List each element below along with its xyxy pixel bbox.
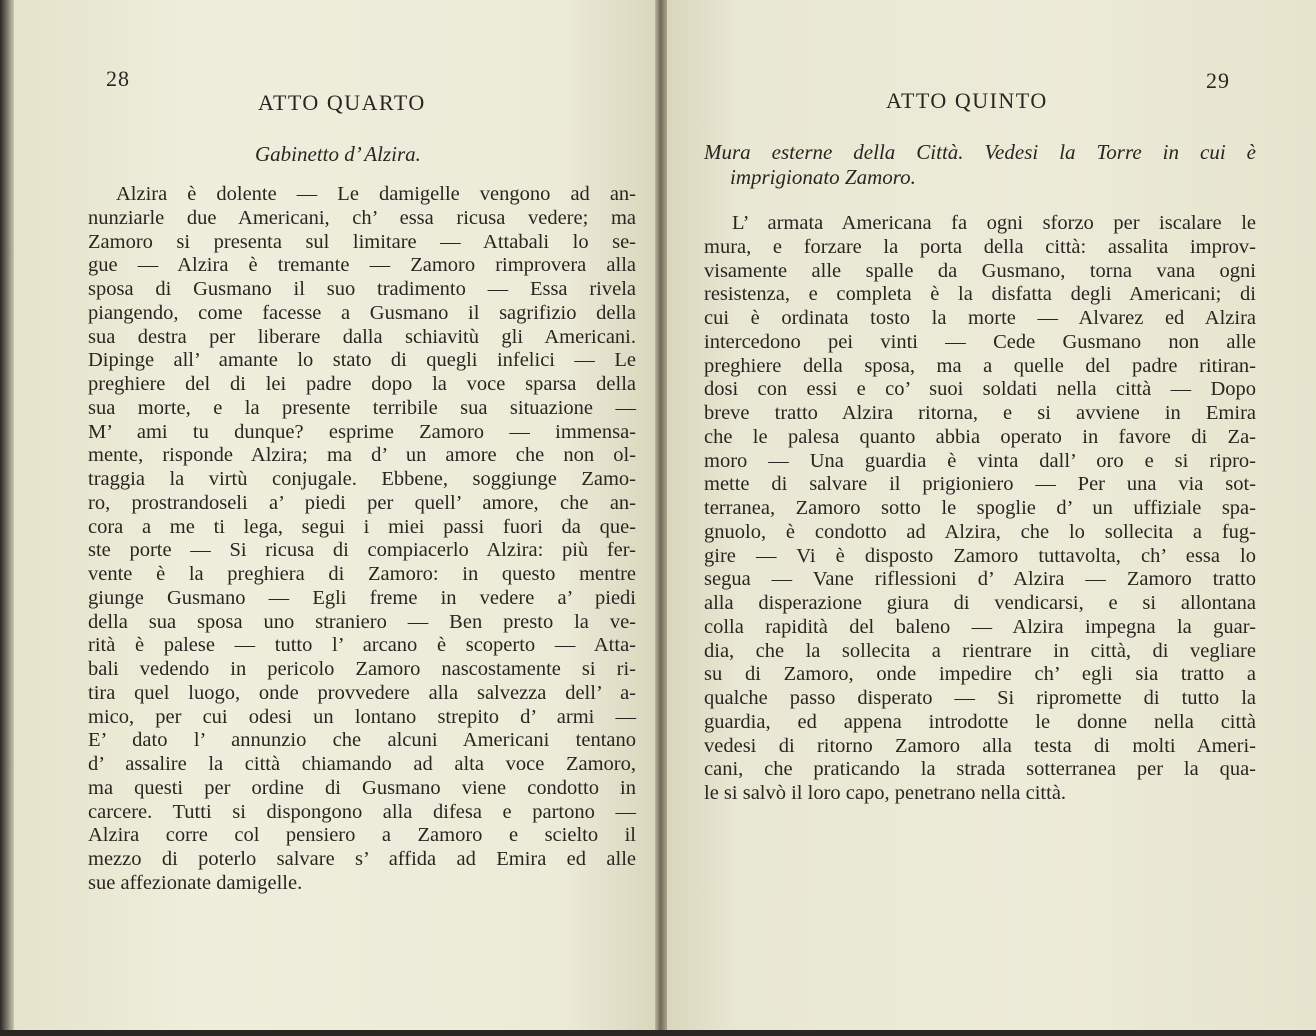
text-line: vedesi di ritorno Zamoro alla testa di molti Ameri- <box>704 734 1256 757</box>
text-line: moro — Una guardia è vinta dall’ oro e si ripro- <box>704 449 1256 472</box>
text-line: dia, che la sollecita a rientrare in città, di vegliare <box>704 639 1256 662</box>
subheading-line: imprigionato Zamoro. <box>730 165 916 189</box>
text-line: piangendo, come facesse a Gusmano il sagrifizio della <box>88 301 636 324</box>
text-line: guardia, ed appena introdotte le donne nella città <box>704 710 1256 733</box>
text-line: ro, prostrandoseli a’ piedi per quell’ amore, che an- <box>88 491 636 514</box>
text-line: su di Zamoro, onde impedire ch’ egli sia tratto a <box>704 663 1256 686</box>
text-line: ma questi per ordine di Gusmano viene condotto in <box>88 776 636 799</box>
text-line: gue — Alzira è tremante — Zamoro rimprovera alla <box>88 254 636 277</box>
text-line: giunge Gusmano — Egli freme in vedere a’ piedi <box>88 586 636 609</box>
page-edge <box>0 1030 1316 1036</box>
text-line: sposa di Gusmano il suo tradimento — Essa rivela <box>88 278 636 300</box>
subheading-line: Mura esterne della Città. Vedesi la Torre in cui è <box>704 140 1256 164</box>
page-edge <box>0 0 14 1036</box>
scene-subheading <box>704 140 1256 190</box>
text-line: rità è palese — tutto l’ arcano è scoperto — Atta- <box>88 634 636 657</box>
text-line: Alzira corre col pensiero a Zamoro e scielto il <box>88 824 636 847</box>
text-line: dosi con essi e co’ suoi soldati nella città — Dopo <box>704 378 1256 401</box>
synopsis-text <box>704 212 1256 806</box>
text-line: preghiere della sposa, ma a quelle del padre ritiran- <box>704 354 1256 377</box>
text-line: ste porte — Si ricusa di compiacerlo Alzira: più fer- <box>88 539 636 562</box>
act-heading: ATTO QUINTO <box>886 88 1048 113</box>
text-line: nunziarle due Americani, ch’ essa ricusa vedere; ma <box>88 206 636 229</box>
text-line: che le palesa quanto abbia operato in favore di Za- <box>704 425 1256 448</box>
text-line: sue affezionate damigelle. <box>88 871 303 894</box>
text-line: gire — Vi è disposto Zamoro tuttavolta, ch’ essa lo <box>704 544 1256 567</box>
text-line: mette di salvare il prigioniero — Per una via sot- <box>704 473 1256 496</box>
text-line: terranea, Zamoro sotto le spoglie d’ un uffiziale spa- <box>704 497 1256 519</box>
text-line: Alzira è dolente — Le damigelle vengono ad an- <box>116 183 636 205</box>
act-heading: ATTO QUARTO <box>258 90 426 115</box>
text-line: preghiere del di lei padre dopo la voce sparsa della <box>88 373 636 395</box>
text-line: mente, risponde Alzira; ma d’ un amore che non ol- <box>88 444 636 467</box>
text-line: Zamoro si presenta sul limitare — Attabali lo se- <box>88 230 636 253</box>
scene-subheading: Gabinetto d’ Alzira. <box>255 142 421 166</box>
text-line: vente è la preghiera di Zamoro: in questo mentre <box>88 563 636 585</box>
text-line: d’ assalire la città chiamando ad alta voce Zamoro, <box>88 753 636 775</box>
text-line: mura, e forzare la porta della città: assalita improv- <box>704 235 1256 258</box>
right-page <box>662 0 1316 1036</box>
text-line: E’ dato l’ annunzio che alcuni Americani tentano <box>88 729 636 752</box>
text-line: qualche passo disperato — Si ripromette di tutto la <box>704 687 1256 709</box>
text-line: visamente alle spalle da Gusmano, torna vana ogni <box>704 259 1256 282</box>
text-line: della sua sposa uno straniero — Ben presto la ve- <box>88 610 636 633</box>
text-line: resistenza, e completa è la disfatta degli Americani; di <box>704 283 1256 306</box>
text-line: traggia la virtù conjugale. Ebbene, soggiunge Zamo- <box>88 468 636 490</box>
text-line: intercedono pei vinti — Cede Gusmano non alle <box>704 330 1256 353</box>
text-line: colla rapidità del baleno — Alzira impegna la guar- <box>704 615 1256 638</box>
text-line: le si salvò il loro capo, penetrano nella città. <box>704 782 1067 804</box>
text-line: carcere. Tutti si dispongono alla difesa e partono — <box>88 800 636 823</box>
text-line: L’ armata Americana fa ogni sforzo per iscalare le <box>732 212 1256 234</box>
page-number: 29 <box>1206 68 1230 93</box>
text-line: sua morte, e la presente terribile sua situazione — <box>88 396 636 419</box>
text-line: gnuolo, è condotto ad Alzira, che lo sollecita a fug- <box>704 520 1256 543</box>
text-line: M’ ami tu dunque? esprime Zamoro — immensa- <box>88 420 636 443</box>
text-line: mico, per cui odesi un lontano strepito d’ armi — <box>88 705 636 728</box>
text-line: cani, che praticando la strada sotterranea per la qua- <box>704 758 1256 781</box>
text-line: breve tratto Alzira ritorna, e si avviene in Emira <box>704 402 1256 424</box>
text-line: cui è ordinata tosto la morte — Alvarez ed Alzira <box>704 307 1256 329</box>
text-line: bali vedendo in pericolo Zamoro nascostamente si ri- <box>88 658 636 680</box>
text-line: cora a me ti lega, segui i miei passi fuori da que- <box>88 515 636 538</box>
book-gutter <box>655 0 667 1036</box>
page-number: 28 <box>106 66 130 91</box>
text-line: tira quel luogo, onde provvedere alla salvezza dell’ a- <box>88 681 636 704</box>
text-line: Dipinge all’ amante lo stato di quegli infelici — Le <box>88 349 636 372</box>
text-line: sua destra per liberare dalla schiavitù gli Americani. <box>88 325 636 348</box>
text-line: mezzo di poterlo salvare s’ affida ad Emira ed alle <box>88 848 636 870</box>
synopsis-text <box>88 183 636 896</box>
text-line: alla disperazione giura di vendicarsi, e si allontana <box>704 592 1256 614</box>
text-line: segua — Vane riflessioni d’ Alzira — Zamoro tratto <box>704 568 1256 591</box>
